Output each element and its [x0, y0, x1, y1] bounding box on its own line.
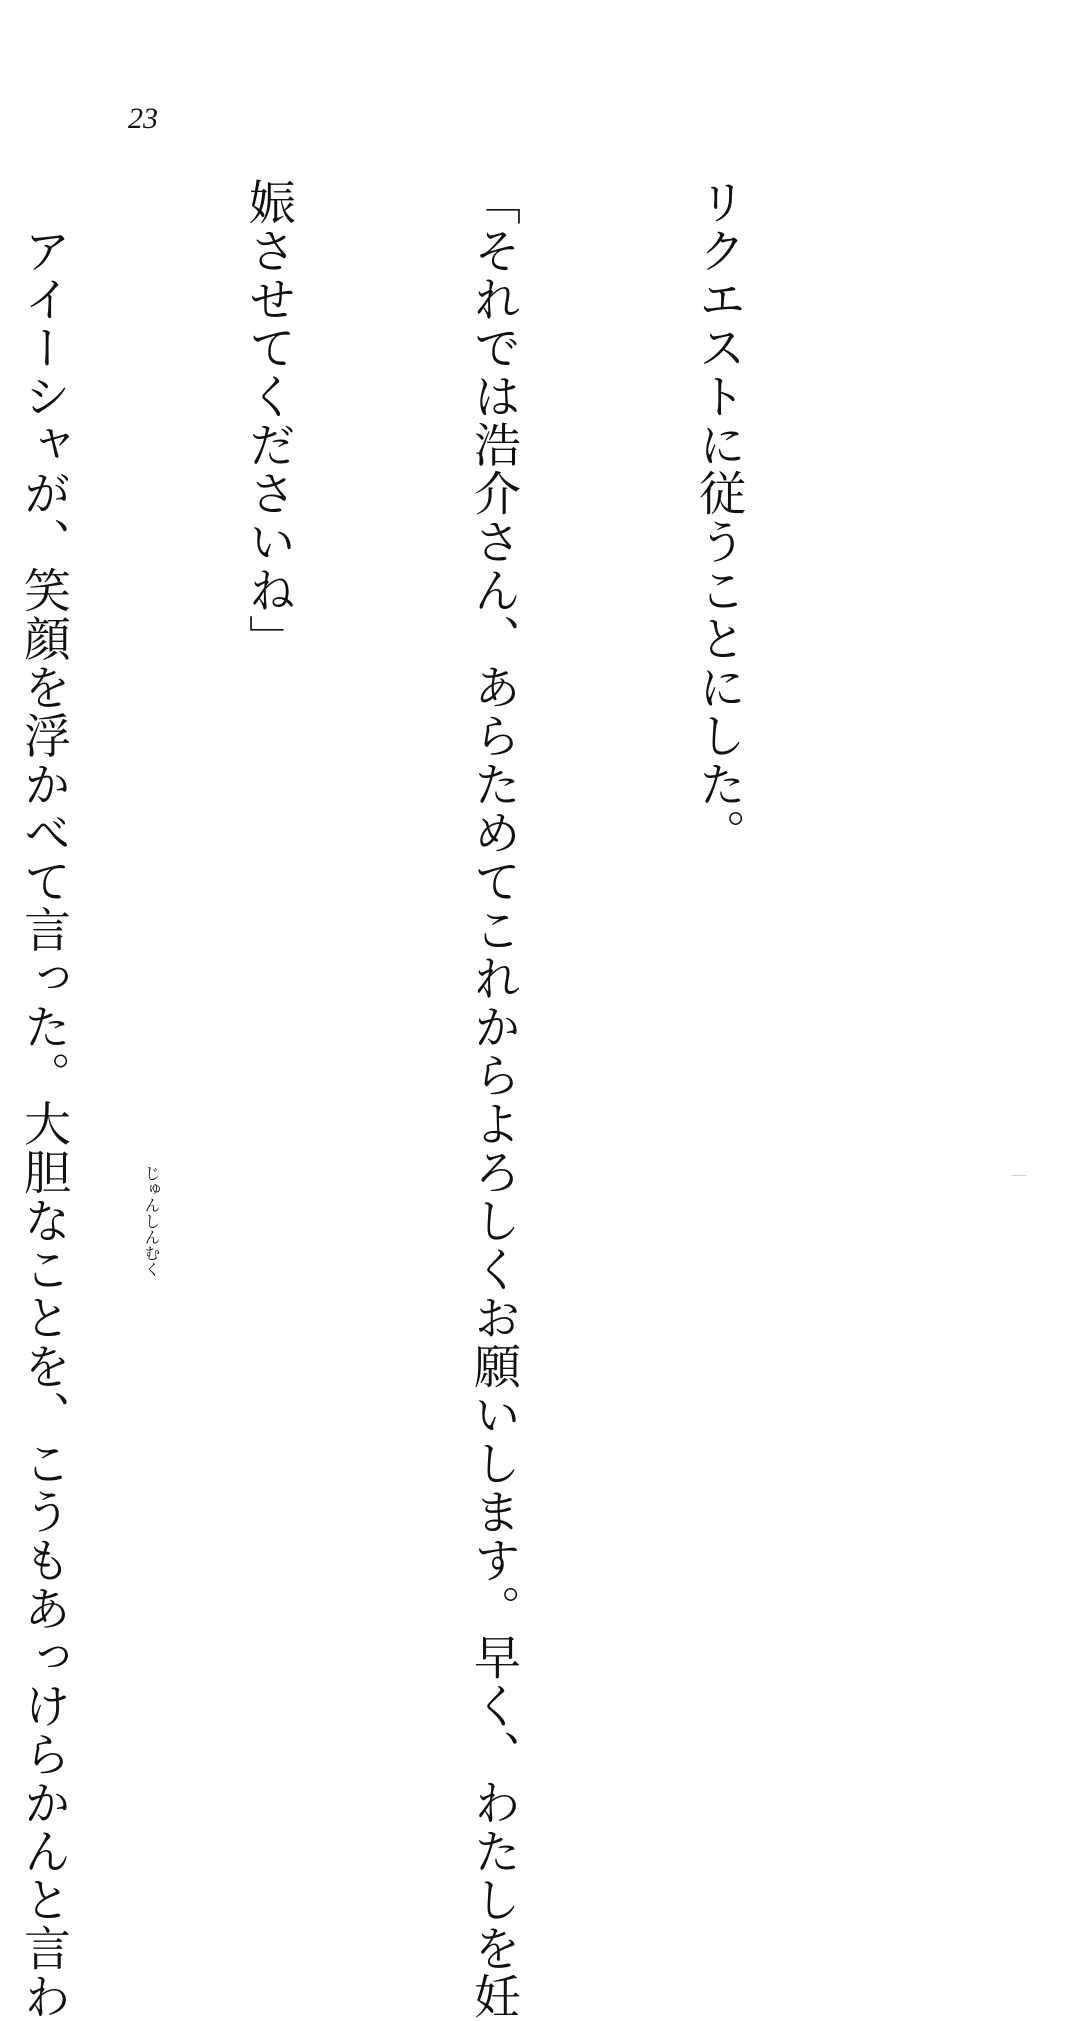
furigana-ruby: じゅんしんむく [142, 1165, 161, 1277]
text-line: リクエストに従うことにした。 [691, 178, 746, 857]
text-line: アイーシャが、笑顔を浮かべて言った。大胆なことを、こうもあっけらかんと言わ [16, 178, 71, 2021]
text-line: 娠させてくださいね」 [241, 178, 296, 663]
edge-mark [1012, 1175, 1026, 1176]
text-line: 「それでは浩介さん、あらためてこれからよろしくお願いします。早く、わたしを妊 [466, 178, 521, 2021]
page-number: 23 [128, 102, 158, 135]
vertical-text-body [16, 178, 906, 2021]
